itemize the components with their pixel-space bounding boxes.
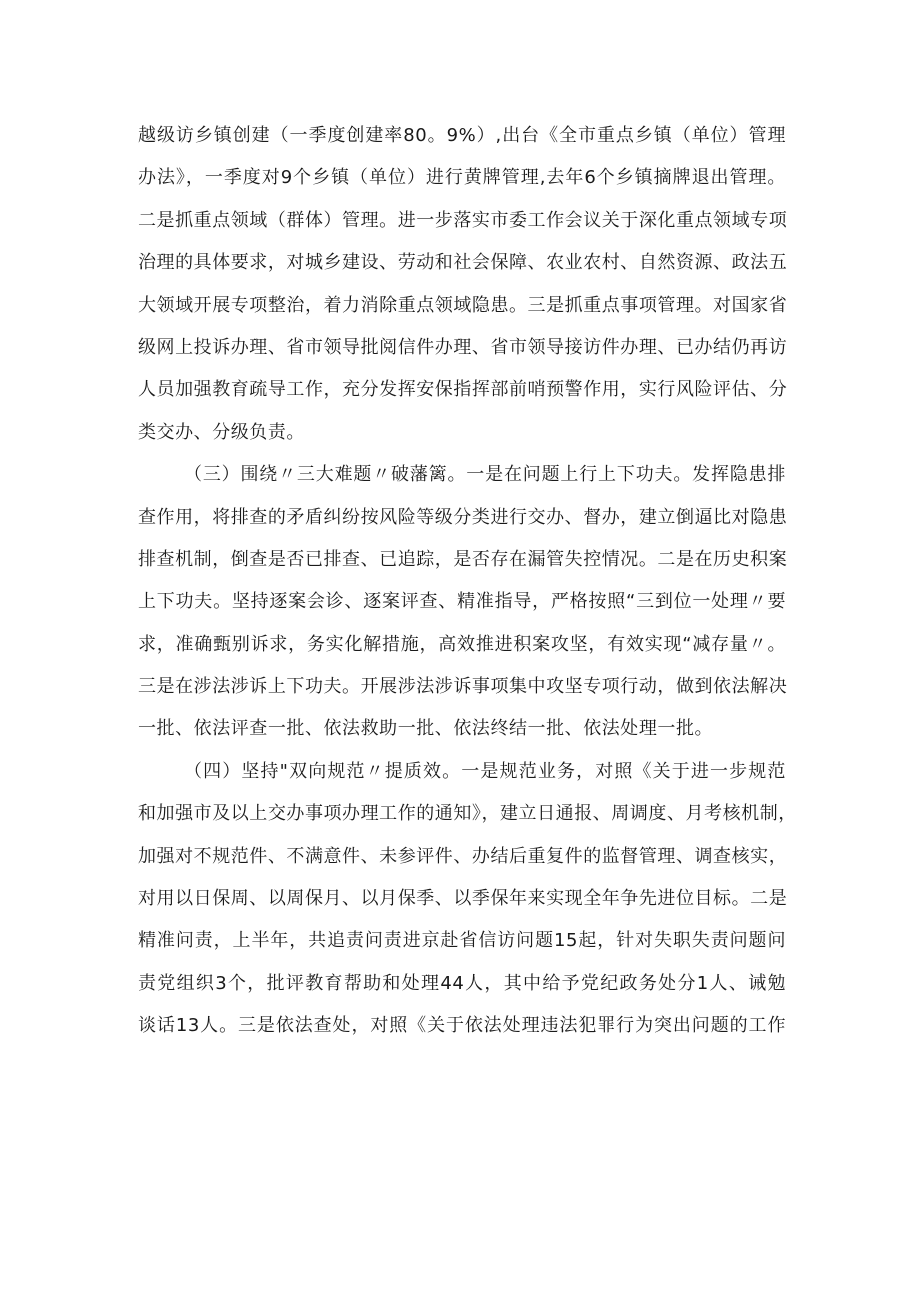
text-line: 查作用，将排查的矛盾纠纷按风险等级分类进行交办、督办，建立倒逼比对隐患 (138, 506, 788, 528)
document-body (138, 115, 797, 1048)
text-line: 对用以日保周、以周保月、以月保季、以季保年来实现全年争先进位目标。二是 (138, 888, 788, 910)
text-line: 和加强市及以上交办事项办理工作的通知》，建立日通报、周调度、月考核机制， (138, 803, 797, 825)
text-line: 三是在涉法涉诉上下功夫。开展涉法涉诉事项集中攻坚专项行动，做到依法解决 (138, 676, 788, 698)
text-line: 一批、依法评查一批、依法救助一批、依法终结一批、依法处理一批。 (138, 718, 714, 740)
text-line: 大领域开展专项整治，着力消除重点领域隐患。三是抓重点事项管理。对国家省 (138, 294, 788, 316)
text-line: 人员加强教育疏导工作，充分发挥安保指挥部前哨预警作用，实行风险评估、分 (138, 379, 788, 401)
text-line: 级网上投诉办理、省市领导批阅信件办理、省市领导接访件办理、已办结仍再访 (138, 336, 788, 358)
text-line: 排查机制，倒查是否已排查、已追踪，是否存在漏管失控情况。二是在历史积案 (138, 548, 788, 570)
text-line: 治理的具体要求，对城乡建设、劳动和社会保障、农业农村、自然资源、政法五 (138, 252, 788, 274)
text-line: 求，准确甄别诉求，务实化解措施，高效推进积案攻坚，有效实现“减存量〃。 (138, 633, 786, 655)
paragraph-heading-three: （三）围绕〃三大难题〃破藩篱。一是在问题上行上下功夫。发挥隐患排 (184, 464, 786, 486)
text-line: 办法》，一季度对9个乡镇（单位）进行黄牌管理,去年6个乡镇摘牌退出管理。 (138, 167, 786, 189)
text-line: 越级访乡镇创建（一季度创建率80。9%）,出台《全市重点乡镇（单位）管理 (138, 125, 786, 146)
paragraph-heading-four: （四）坚持"双向规范〃提质效。一是规范业务，对照《关于进一步规范 (184, 760, 786, 782)
text-line: 精准问责，上半年，共追责问责进京赴省信访问题15起，针对失职失责问题问 (138, 930, 786, 952)
text-line: 类交办、分级负责。 (138, 421, 305, 443)
text-line: 上下功夫。坚持逐案会诊、逐案评查、精准指导，严格按照“三到位一处理〃要 (138, 591, 786, 613)
text-line: 责党组织3个，批评教育帮助和处理44人，其中给予党纪政务处分1人、诫勉 (138, 972, 786, 994)
text-line: 加强对不规范件、不满意件、未参评件、办结后重复件的监督管理、调查核实， (138, 845, 788, 867)
text-line: 二是抓重点领域（群体）管理。进一步落实市委工作会议关于深化重点领域专项 (138, 209, 788, 231)
text-line: 谈话13人。三是依法查处，对照《关于依法处理违法犯罪行为突出问题的工作 (138, 1015, 786, 1037)
